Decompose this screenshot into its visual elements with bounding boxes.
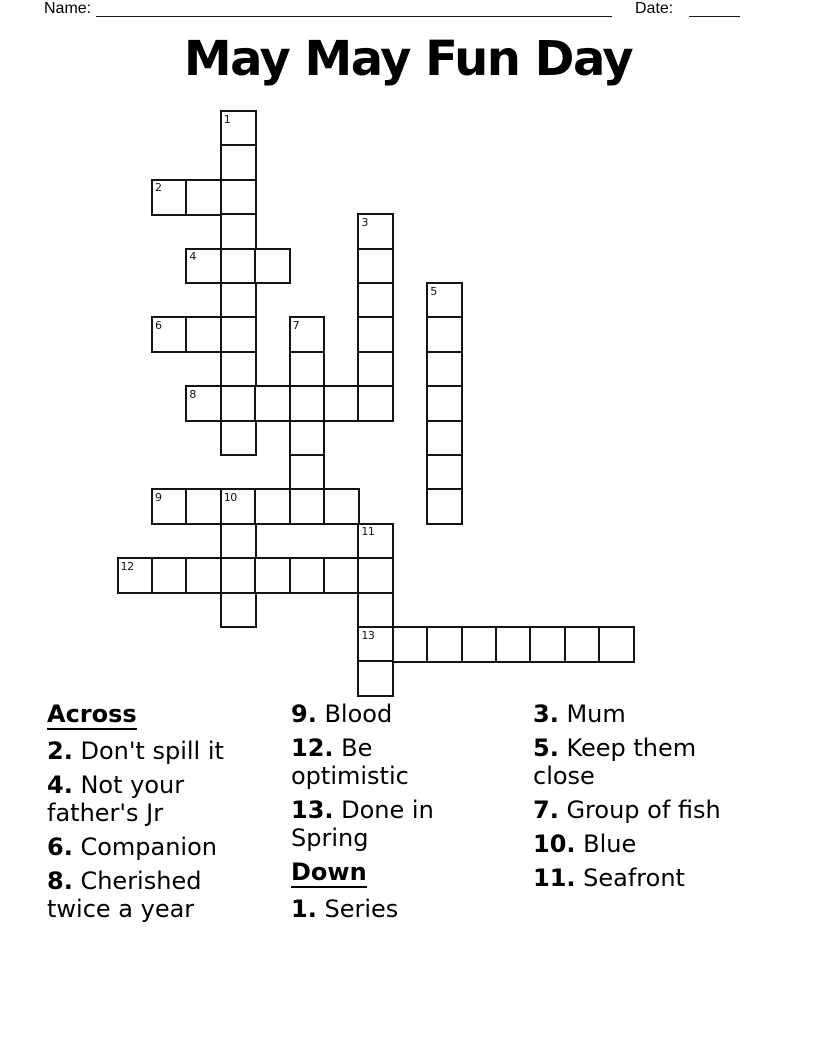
grid-cell-4-13 <box>254 557 291 594</box>
clue-down-7 <box>533 796 753 824</box>
date-blank-line <box>689 0 740 17</box>
clue-across-6 <box>47 833 262 861</box>
clue-number: 10. <box>533 830 576 858</box>
grid-cell-7-7 <box>357 351 394 388</box>
grid-cell-3-13 <box>220 557 257 594</box>
grid-cell-2-6 <box>185 316 222 353</box>
grid-cell-6-13 <box>323 557 360 594</box>
clue-across-9 <box>291 700 476 728</box>
name-blank-line <box>96 0 612 17</box>
grid-number-12: 12 <box>120 559 134 573</box>
grid-cell-5-7 <box>289 351 326 388</box>
grid-cell-14-15 <box>598 626 635 663</box>
grid-cell-8-15 <box>392 626 429 663</box>
clue-down-11 <box>533 864 753 892</box>
grid-number-6: 6 <box>154 318 162 332</box>
grid-cell-11-15 <box>495 626 532 663</box>
clue-text: Series <box>316 895 399 923</box>
grid-number-9: 9 <box>154 490 162 504</box>
grid-cell-3-2 <box>220 179 257 216</box>
page-title: May May Fun Day <box>183 31 633 87</box>
clue-number: 4. <box>47 771 73 799</box>
grid-cell-7-6 <box>357 316 394 353</box>
grid-cell-3-3 <box>220 213 257 250</box>
grid-cell-7-5 <box>357 282 394 319</box>
clue-text: Be optimistic <box>291 734 409 790</box>
clue-across-13 <box>291 796 476 852</box>
clue-text: Keep them close <box>533 734 697 790</box>
clue-column-middle <box>291 700 476 929</box>
across-header-text: Across <box>47 700 137 728</box>
grid-cell-9-9 <box>426 420 463 457</box>
grid-cell-7-4 <box>357 248 394 285</box>
grid-number-8: 8 <box>189 387 196 401</box>
grid-cell-6-8 <box>323 385 360 422</box>
date-label: Date: <box>635 0 674 17</box>
grid-cell-9-15 <box>426 626 463 663</box>
grid-cell-2-13 <box>185 557 222 594</box>
grid-cell-10-15 <box>461 626 498 663</box>
clue-number: 8. <box>47 867 73 895</box>
grid-cell-9-6 <box>426 316 463 353</box>
clue-number: 12. <box>291 734 334 762</box>
grid-cell-2-11 <box>185 488 222 525</box>
grid-cell-12-15 <box>529 626 566 663</box>
grid-cell-9-10 <box>426 454 463 491</box>
grid-cell-3-6 <box>220 316 257 353</box>
clue-down-5 <box>533 734 753 790</box>
clue-number: 5. <box>533 734 559 762</box>
clue-number: 3. <box>533 700 559 728</box>
clue-across-2 <box>47 737 262 765</box>
clue-number: 9. <box>291 700 317 728</box>
clue-text: Done in Spring <box>291 796 434 852</box>
clue-text: Not your father's Jr <box>47 771 185 827</box>
clue-column-right <box>533 700 753 898</box>
clue-across-4 <box>47 771 262 827</box>
grid-number-13: 13 <box>361 628 375 642</box>
clue-number: 7. <box>533 796 559 824</box>
grid-cell-4-11 <box>254 488 291 525</box>
grid-cell-9-8 <box>426 385 463 422</box>
clue-text: Group of fish <box>558 796 721 824</box>
grid-number-2: 2 <box>154 181 162 195</box>
grid-cell-13-15 <box>564 626 601 663</box>
name-label: Name: <box>44 0 92 17</box>
grid-number-1: 1 <box>223 112 231 126</box>
grid-cell-3-5 <box>220 282 257 319</box>
grid-number-11: 11 <box>361 525 375 539</box>
grid-cell-3-7 <box>220 351 257 388</box>
grid-cell-9-7 <box>426 351 463 388</box>
clue-text: Blue <box>575 830 637 858</box>
crossword-grid <box>117 110 636 698</box>
grid-cell-2-2 <box>185 179 222 216</box>
clue-across-8 <box>47 867 262 923</box>
grid-cell-5-13 <box>289 557 326 594</box>
clue-text: Companion <box>72 833 217 861</box>
grid-cell-4-8 <box>254 385 291 422</box>
grid-cell-3-8 <box>220 385 257 422</box>
grid-number-5: 5 <box>430 284 437 298</box>
clue-number: 6. <box>47 833 73 861</box>
clue-text: Don't spill it <box>72 737 224 765</box>
grid-cell-6-11 <box>323 488 360 525</box>
grid-cell-7-14 <box>357 592 394 629</box>
grid-cell-5-8 <box>289 385 326 422</box>
grid-cell-3-4 <box>220 248 257 285</box>
clue-number: 1. <box>291 895 317 923</box>
grid-number-7: 7 <box>292 318 300 332</box>
grid-cell-5-10 <box>289 454 326 491</box>
clue-down-3 <box>533 700 753 728</box>
clue-down-10 <box>533 830 753 858</box>
down-header-text: Down <box>291 858 367 886</box>
grid-cell-3-12 <box>220 523 257 560</box>
grid-cell-5-11 <box>289 488 326 525</box>
grid-cell-3-9 <box>220 420 257 457</box>
clue-text: Cherished twice a year <box>47 867 202 923</box>
grid-cell-9-11 <box>426 488 463 525</box>
grid-number-4: 4 <box>189 250 196 264</box>
grid-cell-7-13 <box>357 557 394 594</box>
clue-column-left <box>47 700 262 929</box>
grid-number-3: 3 <box>361 215 368 229</box>
across-header <box>47 700 262 730</box>
clue-text: Blood <box>316 700 393 728</box>
clue-number: 13. <box>291 796 334 824</box>
grid-cell-4-4 <box>254 248 291 285</box>
grid-cell-7-16 <box>357 660 394 697</box>
clue-down-1 <box>291 895 476 923</box>
grid-cell-5-9 <box>289 420 326 457</box>
clue-text: Seafront <box>575 864 685 892</box>
grid-number-10: 10 <box>223 490 237 504</box>
clue-number: 11. <box>533 864 576 892</box>
clue-text: Mum <box>558 700 626 728</box>
grid-cell-1-13 <box>151 557 188 594</box>
clue-across-12 <box>291 734 476 790</box>
down-header <box>291 858 476 888</box>
grid-cell-3-14 <box>220 592 257 629</box>
clue-number: 2. <box>47 737 73 765</box>
grid-cell-3-1 <box>220 144 257 181</box>
grid-cell-7-8 <box>357 385 394 422</box>
